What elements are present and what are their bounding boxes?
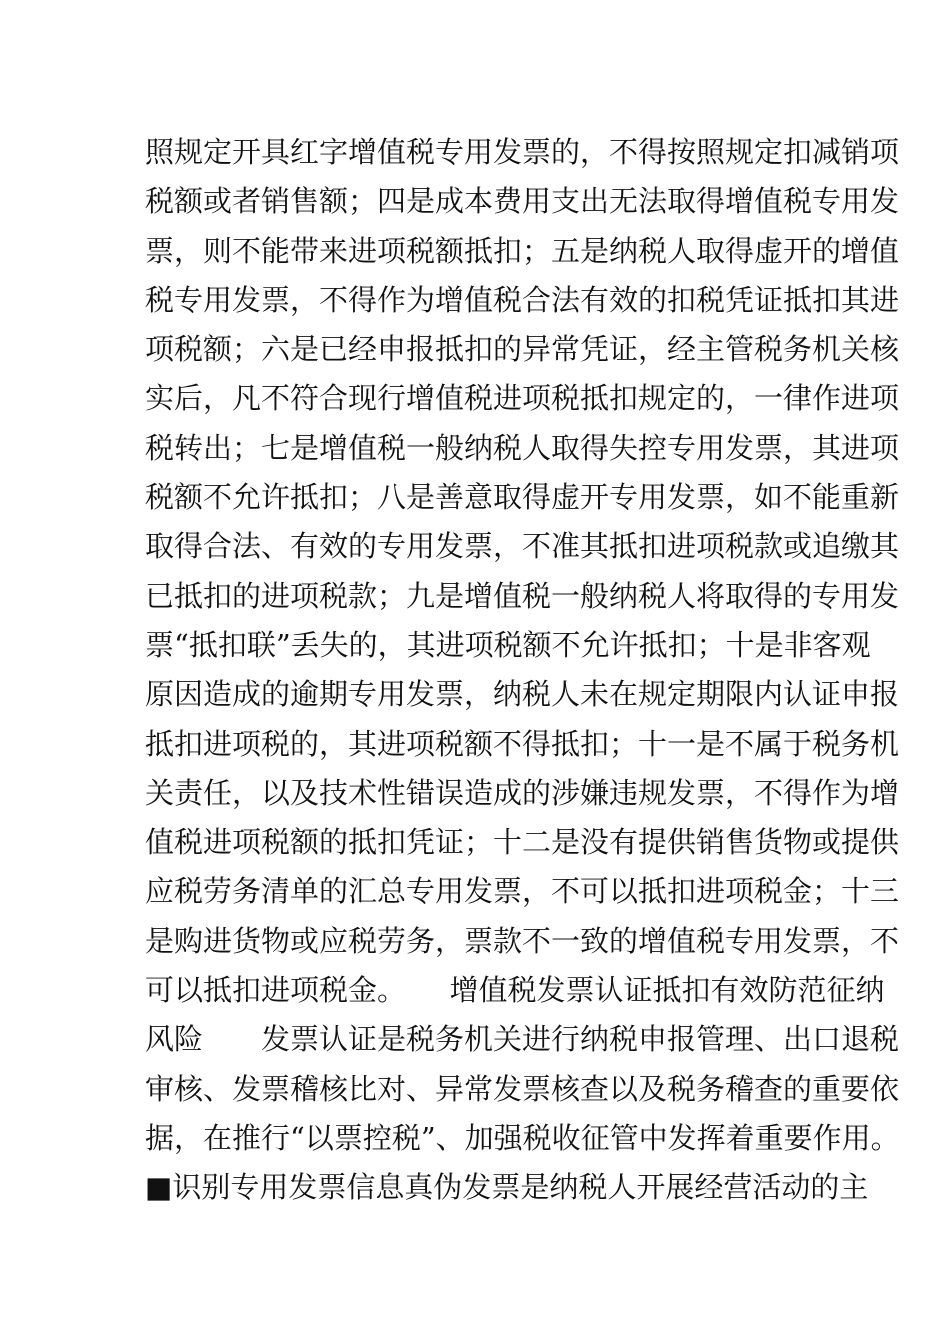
- text-line: ■识别专用发票信息真伪发票是纳税人开展经营活动的主: [145, 1170, 869, 1205]
- body-text: [145, 128, 900, 1213]
- text-line: 风险 发票认证是税务机关进行纳税申报管理、出口退税: [145, 1022, 900, 1057]
- text-line: 审核、发票稽核比对、异常发票核查以及税务稽查的重要依: [145, 1071, 900, 1106]
- text-line: 应税劳务清单的汇总专用发票，不可以抵扣进项税金；十三: [145, 874, 900, 909]
- text-line: 原因造成的逾期专用发票，纳税人未在规定期限内认证申报: [145, 677, 900, 712]
- text-line: 税额或者销售额；四是成本费用支出无法取得增值税专用发: [145, 184, 900, 219]
- text-line: 票，则不能带来进项税额抵扣；五是纳税人取得虚开的增值: [145, 233, 900, 268]
- text-line: 项税额；六是已经申报抵扣的异常凭证，经主管税务机关核: [145, 332, 900, 367]
- text-line: 税额不允许抵扣；八是善意取得虚开专用发票，如不能重新: [145, 480, 900, 515]
- text-line: 取得合法、有效的专用发票，不准其抵扣进项税款或追缴其: [145, 529, 900, 564]
- text-line: 税专用发票，不得作为增值税合法有效的扣税凭证抵扣其进: [145, 282, 900, 317]
- text-line: 已抵扣的进项税款；九是增值税一般纳税人将取得的专用发: [145, 578, 900, 613]
- text-line: 照规定开具红字增值税专用发票的，不得按照规定扣减销项: [145, 135, 900, 169]
- text-line: 据，在推行“以票控税”、加强税收征管中发挥着重要作用。: [145, 1120, 900, 1155]
- text-line: 票“抵扣联”丢失的，其进项税额不允许抵扣；十是非客观: [145, 627, 871, 662]
- text-line: 可以抵扣进项税金。 增值税发票认证抵扣有效防范征纳: [145, 973, 885, 1008]
- text-line: 是购进货物或应税劳务，票款不一致的增值税专用发票，不: [145, 923, 900, 958]
- text-line: 实后，凡不符合现行增值税进项税抵扣规定的，一律作进项: [145, 381, 900, 416]
- text-line: 关责任，以及技术性错误造成的涉嫌违规发票，不得作为增: [145, 775, 900, 810]
- text-line: 税转出；七是增值税一般纳税人取得失控专用发票，其进项: [145, 430, 900, 465]
- text-line: 抵扣进项税的，其进项税额不得抵扣；十一是不属于税务机: [145, 726, 900, 761]
- text-line: 值税进项税额的抵扣凭证；十二是没有提供销售货物或提供: [145, 825, 900, 860]
